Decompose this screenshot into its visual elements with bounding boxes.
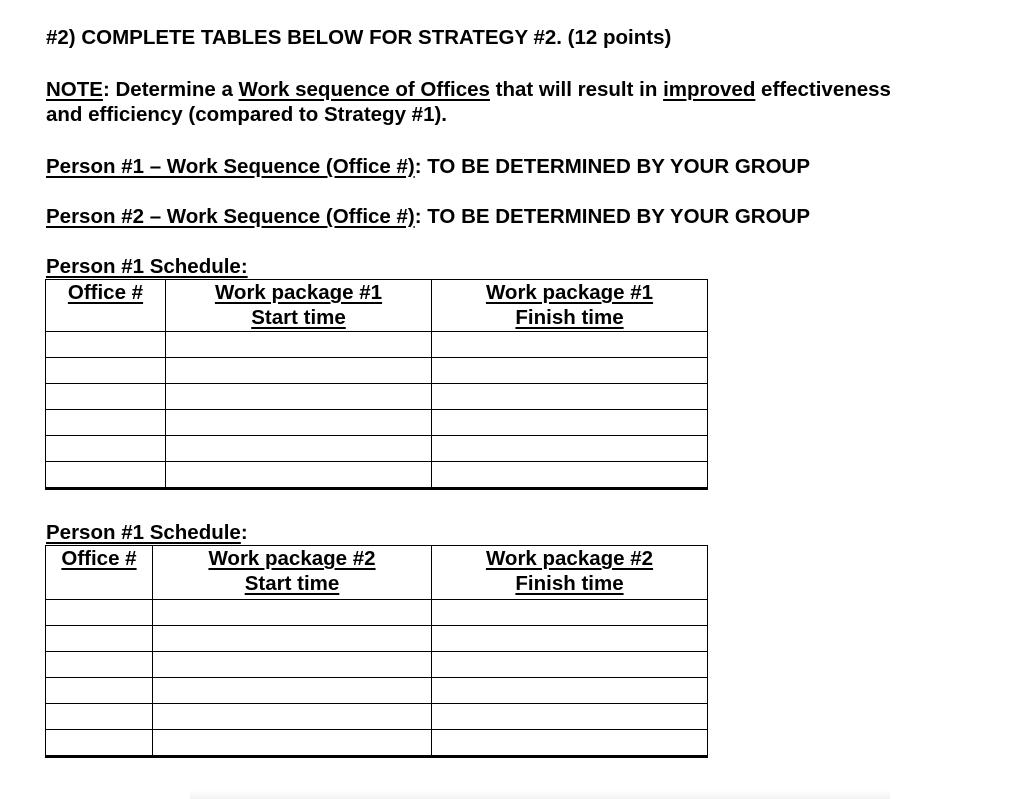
table2-header-finish-line2: Finish time: [515, 572, 624, 595]
table1-cell-office[interactable]: [46, 358, 166, 384]
note-text-2: that will result in: [489, 78, 664, 101]
table2-cell-office[interactable]: [46, 704, 153, 730]
table1-row: [46, 436, 708, 462]
table2-row: [46, 600, 708, 626]
table1-header-finish-line1: Work package #1: [485, 281, 654, 304]
table2-cell-start[interactable]: [153, 730, 432, 757]
table1-row: [46, 384, 708, 410]
table2-header-office-text: Office #: [61, 547, 137, 570]
table2-cell-finish[interactable]: [432, 626, 708, 652]
note-label: NOTE: [46, 78, 103, 101]
person2-sequence-label: Person #2 – Work Sequence (Office #): [46, 205, 415, 228]
table1-cell-start[interactable]: [166, 384, 432, 410]
table1-cell-office[interactable]: [46, 410, 166, 436]
assignment-heading: #2) COMPLETE TABLES BELOW FOR STRATEGY #2. (12 points): [46, 26, 672, 49]
person2-sequence: [46, 205, 810, 229]
table1-cell-office[interactable]: [46, 436, 166, 462]
table2-header-finish: [432, 546, 708, 600]
table2-cell-start[interactable]: [153, 678, 432, 704]
note-line-1: [46, 78, 891, 102]
table1-header-start: [166, 280, 432, 332]
table2-cell-start[interactable]: [153, 600, 432, 626]
note-emphasis-sequence: Work sequence of Offices: [238, 78, 490, 101]
table1-row: [46, 332, 708, 358]
person1-sequence-label: Person #1 – Work Sequence (Office #): [46, 155, 415, 178]
note-line-2: and efficiency (compared to Strategy #1).: [46, 103, 448, 126]
table1-cell-finish[interactable]: [432, 462, 708, 489]
person1-sequence-value: : TO BE DETERMINED BY YOUR GROUP: [414, 155, 810, 178]
person2-sequence-value: : TO BE DETERMINED BY YOUR GROUP: [414, 205, 810, 228]
table1-cell-start[interactable]: [166, 332, 432, 358]
table1-header-finish-line2: Finish time: [515, 306, 624, 329]
table2-cell-office[interactable]: [46, 678, 153, 704]
table2-title-text: Person #1 Schedule: [46, 521, 241, 544]
table2-row: [46, 652, 708, 678]
table1-header-office-text: Office #: [67, 281, 144, 304]
table2-cell-start[interactable]: [153, 652, 432, 678]
table1-cell-finish[interactable]: [432, 332, 708, 358]
table2-cell-start[interactable]: [153, 704, 432, 730]
table2-header-start-line2: Start time: [244, 572, 340, 595]
note-text-1: Determine a: [115, 78, 239, 101]
table2-row: [46, 730, 708, 757]
table2-cell-finish[interactable]: [432, 678, 708, 704]
table1-cell-finish[interactable]: [432, 358, 708, 384]
table2-header-start: [153, 546, 432, 600]
table1-cell-start[interactable]: [166, 436, 432, 462]
table1-title-text: Person #1 Schedule:: [46, 255, 248, 278]
table1-header-finish: [432, 280, 708, 332]
table2-cell-start[interactable]: [153, 626, 432, 652]
table2-cell-office[interactable]: [46, 730, 153, 757]
table2-row: [46, 626, 708, 652]
table1-cell-office[interactable]: [46, 462, 166, 489]
table1-row: [46, 410, 708, 436]
table2-title-colon: :: [240, 521, 248, 544]
table1-cell-start[interactable]: [166, 410, 432, 436]
table1-row: [46, 462, 708, 489]
table2-cell-finish[interactable]: [432, 704, 708, 730]
table2-cell-finish[interactable]: [432, 652, 708, 678]
table2-header-start-line1: Work package #2: [208, 547, 376, 570]
schedule-table-1: [45, 279, 708, 490]
table1-cell-office[interactable]: [46, 384, 166, 410]
table2-row: [46, 704, 708, 730]
table2-header-office: [46, 546, 153, 600]
table2-row: [46, 678, 708, 704]
table2-cell-finish[interactable]: [432, 730, 708, 757]
table2-cell-office[interactable]: [46, 600, 153, 626]
table1-cell-start[interactable]: [166, 462, 432, 489]
table2-title: [46, 521, 248, 545]
note-sep: :: [102, 78, 116, 101]
table1-cell-finish[interactable]: [432, 410, 708, 436]
table1-header-office: [46, 280, 166, 332]
table2-cell-office[interactable]: [46, 652, 153, 678]
note-text-3: effectiveness: [755, 78, 891, 101]
table1-cell-finish[interactable]: [432, 436, 708, 462]
person1-sequence: [46, 155, 810, 179]
table1-cell-office[interactable]: [46, 332, 166, 358]
table1-row: [46, 358, 708, 384]
table1-header-start-line1: Work package #1: [214, 281, 383, 304]
table1-header-start-line2: Start time: [251, 306, 346, 329]
table2-cell-finish[interactable]: [432, 600, 708, 626]
table2-cell-office[interactable]: [46, 626, 153, 652]
table1-cell-start[interactable]: [166, 358, 432, 384]
table1-cell-finish[interactable]: [432, 384, 708, 410]
note-emphasis-improved: improved: [663, 78, 756, 101]
table2-header-finish-line1: Work package #2: [485, 547, 654, 570]
page-edge-shadow: [190, 790, 890, 799]
schedule-table-2: [45, 545, 708, 758]
table1-title: [46, 255, 248, 279]
